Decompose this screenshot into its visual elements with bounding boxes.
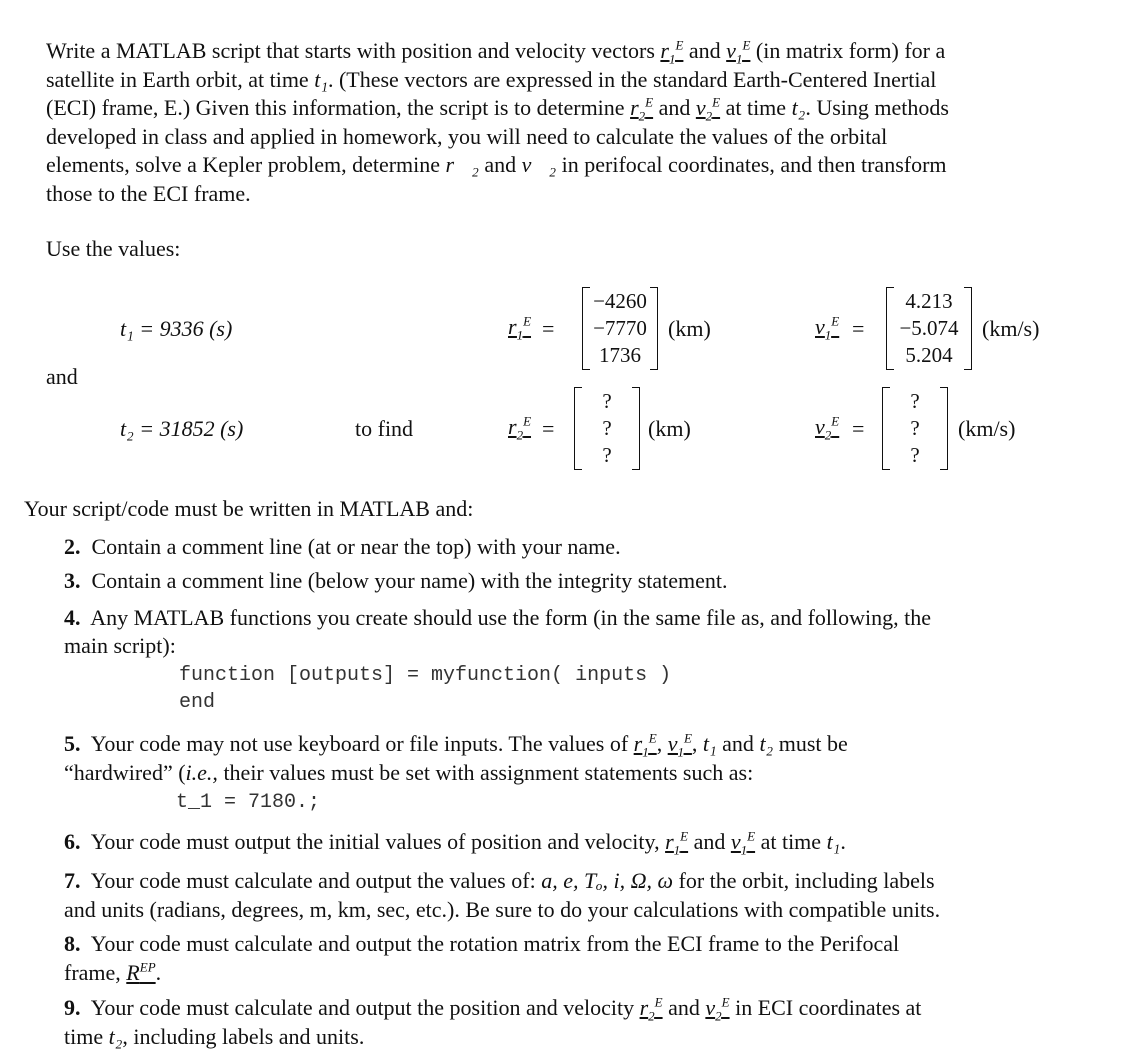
r1E-label: $r_1^E$ (508, 313, 532, 343)
REP-symbol: $R^{EP}$ (126, 959, 156, 985)
requirement-4: 4. Any MATLAB functions you create should use the form (in the same file as, and following, the main script): (64, 605, 932, 658)
t1-equation: t₁ = 9336 (s) (120, 316, 233, 341)
and-label: and (46, 364, 78, 389)
requirement-3: 3. Contain a comment line (below your name) with the integrity statement. (64, 568, 728, 593)
r1-x: −4260 (593, 289, 647, 313)
v2-x: ? (910, 389, 920, 413)
v1E-symbol: $v_1^E$ (726, 37, 751, 67)
requirement-2: 2. Contain a comment line (at or near the top) with your name. (64, 534, 621, 559)
v1-unit: (km/s) (982, 316, 1040, 341)
use-values-label: Use the values: (46, 236, 181, 261)
intro-line-6: those to the ECI frame. (46, 180, 251, 206)
intro-line-1: Write a MATLAB script that starts with position and velocity vectors $r_1^E$ and $v_1^E$ (in matrix form) for a (46, 37, 946, 67)
intro-line-5: elements, solve a Kepler problem, determine r⃗₂ and v⃗₂ in perifocal coordinates, and then transform (46, 152, 947, 177)
equals-sign: = (852, 316, 865, 341)
r2E-label: $r_2^E$ (508, 413, 532, 443)
r2-z: ? (602, 443, 612, 467)
v1-z: 5.204 (905, 343, 953, 367)
r2E-symbol: $r_2^E$ (630, 94, 654, 124)
intro-line-3: (ECI) frame, E.) Given this information, the script is to determine $r_2^E$ and $v_2^E$ at time t₂. Using methods (46, 94, 949, 124)
r1-y: −7770 (593, 316, 647, 340)
requirement-6: 6. Your code must output the initial values of position and velocity, $r_1^E$ and $v_1^E$ at time t₁. (64, 828, 846, 858)
v2-z: ? (910, 443, 920, 467)
to-find-label: to find (355, 416, 414, 441)
function-template-line-1: function [outputs] = myfunction( inputs ) (179, 664, 672, 687)
t2-equation: t₂ = 31852 (s) (120, 416, 244, 441)
requirement-5: 5. Your code may not use keyboard or file inputs. The values of $r_1^E$, $v_1^E$, t₁ and t₂ must be “hardwired” (i.e., their values must be set with assignment statements such as: (64, 730, 848, 785)
requirements-intro: Your script/code must be written in MATLAB and: (24, 496, 474, 521)
requirement-9: 9. Your code must calculate and output the position and velocity $r_2^E$ and $v_2^E$ in ECI coordinates at time t₂, including labels and units. (64, 994, 922, 1049)
r2-unit: (km) (648, 416, 691, 441)
r1-z: 1736 (599, 343, 641, 367)
r2-matrix (574, 387, 640, 470)
v2-matrix (882, 387, 948, 470)
r2-x: ? (602, 389, 612, 413)
v2E-label: $v_2^E$ (815, 413, 840, 443)
v2-unit: (km/s) (958, 416, 1016, 441)
r2-y: ? (602, 416, 612, 440)
v2-y: ? (910, 416, 920, 440)
requirement-8: 8. Your code must calculate and output the rotation matrix from the ECI frame to the Perifocal frame, $R^{EP}$. (64, 931, 900, 985)
equals-sign: = (542, 316, 555, 341)
requirement-7: 7. Your code must calculate and output the values of: a, e, Tₒ, i, Ω, ω for the orbit, including labels and units (radians, degrees, m, km, sec, etc.). Be sure to do your calculations with compatible units. (64, 868, 941, 922)
equals-sign: = (852, 416, 865, 441)
v1-x: 4.213 (905, 289, 953, 313)
r1-unit: (km) (668, 316, 711, 341)
v1E-label: $v_1^E$ (815, 313, 840, 343)
intro-line-4: developed in class and applied in homework, you will need to calculate the values of the orbital (46, 123, 888, 149)
assignment-example: t_1 = 7180.; (176, 791, 321, 814)
intro-paragraph (46, 37, 1121, 208)
intro-line-2: satellite in Earth orbit, at time t₁. (These vectors are expressed in the standard Earth-Centered Inertial (46, 66, 937, 92)
equals-sign: = (542, 416, 555, 441)
v2E-symbol: $v_2^E$ (695, 94, 721, 124)
r1E-symbol: $r_1^E$ (660, 37, 684, 67)
v1-matrix (886, 287, 972, 370)
v1-y: −5.074 (899, 316, 959, 340)
r1-matrix (582, 287, 658, 370)
function-template-line-2: end (179, 691, 216, 714)
